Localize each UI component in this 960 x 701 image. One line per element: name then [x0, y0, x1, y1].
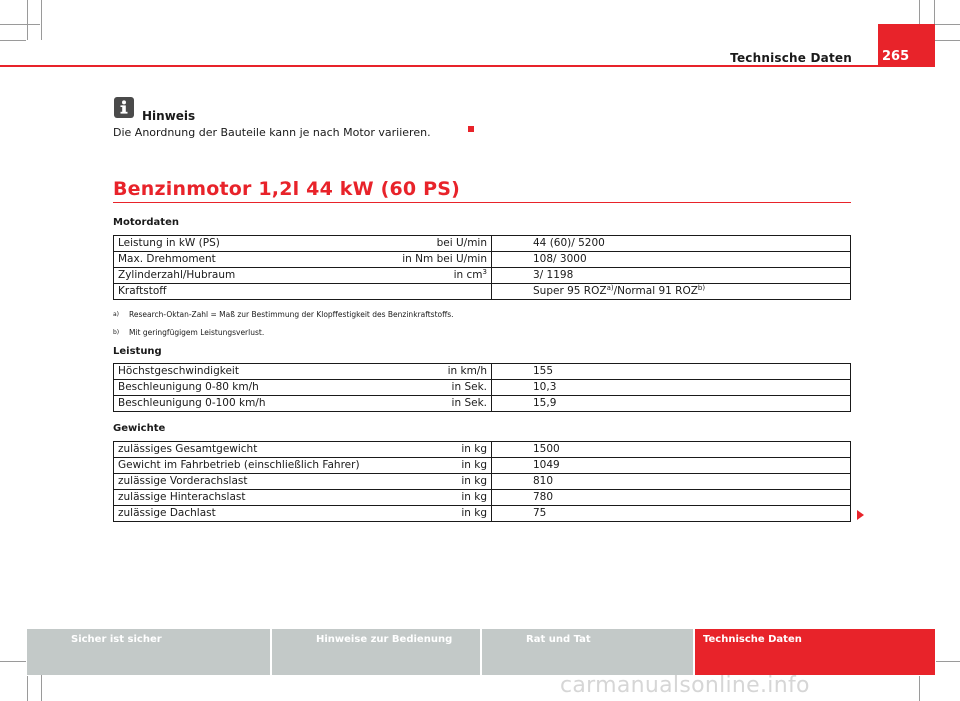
table-row: [114, 380, 851, 396]
leistung-label: Leistung: [113, 346, 162, 357]
row-name: Beschleunigung 0-100 km/h: [114, 396, 395, 412]
footnote-marker: a): [113, 311, 120, 318]
footnote-item: [113, 308, 454, 322]
table-row: [114, 236, 851, 252]
row-value: 1500: [492, 442, 851, 458]
footnote-text: Mit geringfügigem Leistungsverlust.: [129, 328, 265, 337]
tab-technische-daten[interactable]: Technische Daten: [695, 629, 935, 675]
row-unit: in km/h: [394, 364, 492, 380]
crop-mark: [27, 0, 28, 40]
row-name: Kraftstoff: [114, 284, 395, 300]
row-unit: in kg: [394, 490, 492, 506]
row-name: zulässiges Gesamtgewicht: [114, 442, 395, 458]
table-row: [114, 396, 851, 412]
table-row: [114, 284, 851, 300]
row-value: 10,3: [492, 380, 851, 396]
row-unit: in Nm bei U/min: [394, 252, 492, 268]
crop-mark: [27, 676, 28, 701]
row-unit: in Sek.: [394, 380, 492, 396]
row-name: Gewicht im Fahrbetrieb (einschließlich Fahrer): [114, 458, 395, 474]
crop-mark: [0, 661, 26, 662]
row-unit: bei U/min: [394, 236, 492, 252]
row-value: 810: [492, 474, 851, 490]
table-row: [114, 490, 851, 506]
table-row: [114, 364, 851, 380]
table-row: [114, 506, 851, 522]
gewichte-label: Gewichte: [113, 423, 166, 434]
note-text: Die Anordnung der Bauteile kann je nach Motor variieren.: [113, 126, 431, 139]
row-value: 44 (60)/ 5200: [492, 236, 851, 252]
info-icon: [114, 97, 134, 118]
footnote-item: [113, 326, 454, 340]
crop-mark: [934, 0, 935, 24]
row-name: zulässige Dachlast: [114, 506, 395, 522]
leistung-table: [113, 363, 851, 412]
row-unit: in kg: [394, 458, 492, 474]
table-row: [114, 442, 851, 458]
row-value: 3/ 1198: [492, 268, 851, 284]
crop-mark: [0, 40, 26, 41]
row-unit: [394, 268, 492, 284]
crop-mark: [935, 40, 960, 41]
row-name: Max. Drehmoment: [114, 252, 395, 268]
row-name: Leistung in kW (PS): [114, 236, 395, 252]
table-row: [114, 458, 851, 474]
row-unit: in kg: [394, 506, 492, 522]
watermark: carmanualsonline.info: [560, 673, 810, 698]
footnote-ref-a: a): [606, 284, 614, 292]
page-number: 265: [878, 24, 935, 67]
row-unit: in kg: [394, 474, 492, 490]
row-unit: in Sek.: [394, 396, 492, 412]
footnote-text: Research-Oktan-Zahl = Maß zur Bestimmung der Klopffestigkeit des Benzinkraftstoffs.: [129, 310, 454, 319]
tab-sicher-ist-sicher[interactable]: Sicher ist sicher: [27, 629, 270, 675]
chapter-tabs: [27, 629, 935, 675]
row-name: Höchstgeschwindigkeit: [114, 364, 395, 380]
footnote-ref-b: b): [697, 284, 706, 292]
row-unit: in kg: [394, 442, 492, 458]
row-value: 155: [492, 364, 851, 380]
row-value: 1049: [492, 458, 851, 474]
gewichte-table: [113, 441, 851, 522]
table-row: [114, 474, 851, 490]
row-value: 75: [492, 506, 851, 522]
unit-superscript: 3: [482, 268, 487, 276]
table-row: [114, 252, 851, 268]
crop-mark: [919, 676, 920, 701]
crop-mark: [935, 24, 960, 25]
footnotes: [113, 308, 454, 340]
row-value: [492, 284, 851, 300]
tab-hinweise-zur-bedienung[interactable]: Hinweise zur Bedienung: [272, 629, 480, 675]
crop-mark: [936, 661, 960, 662]
section-rule: [113, 202, 851, 203]
row-value: 15,9: [492, 396, 851, 412]
running-header-title: Technische Daten: [730, 51, 852, 65]
unit-text: in cm: [453, 269, 483, 281]
row-unit: [394, 284, 492, 300]
header-rule: [0, 65, 878, 67]
motordaten-label: Motordaten: [113, 217, 179, 228]
fuel-super: Super 95 ROZ: [533, 285, 607, 297]
row-name: zulässige Vorderachslast: [114, 474, 395, 490]
tab-rat-und-tat[interactable]: Rat und Tat: [482, 629, 693, 675]
fuel-normal: /Normal 91 ROZ: [613, 285, 698, 297]
row-value: 108/ 3000: [492, 252, 851, 268]
row-name: zulässige Hinterachslast: [114, 490, 395, 506]
row-name: Beschleunigung 0-80 km/h: [114, 380, 395, 396]
motordaten-table: [113, 235, 851, 300]
crop-mark: [41, 0, 42, 40]
note-title: Hinweis: [142, 109, 196, 123]
row-name: Zylinderzahl/Hubraum: [114, 268, 395, 284]
crop-mark: [0, 24, 40, 25]
table-row: [114, 268, 851, 284]
continue-arrow-icon: [857, 510, 864, 520]
section-title: Benzinmotor 1,2l 44 kW (60 PS): [113, 178, 461, 200]
row-value: 780: [492, 490, 851, 506]
footnote-marker: b): [113, 329, 120, 336]
note-end-marker: [468, 126, 474, 132]
